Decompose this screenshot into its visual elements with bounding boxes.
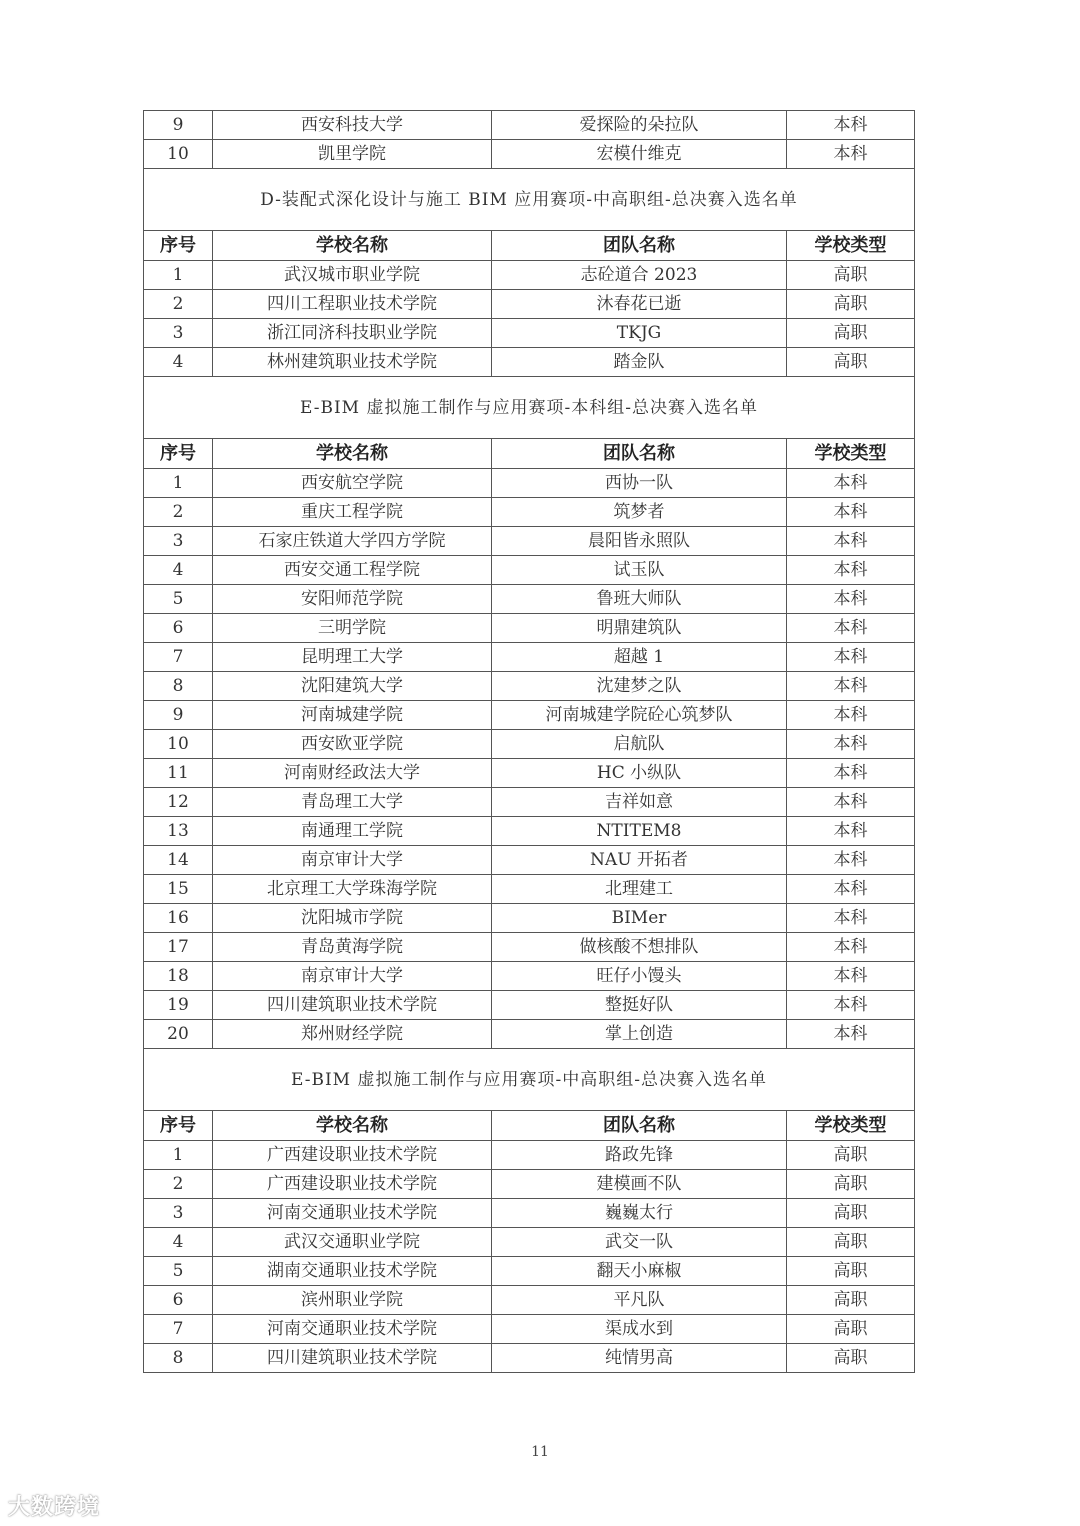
cell-index: 4 (144, 348, 213, 377)
section-title: D-装配式深化设计与施工 BIM 应用赛项-中高职组-总决赛入选名单 (144, 169, 915, 231)
section-title-row (144, 377, 915, 439)
cell-index: 14 (144, 846, 213, 875)
cell-school-name: 西安航空学院 (213, 469, 492, 498)
cell-team-name: NAU 开拓者 (492, 846, 787, 875)
table-row (144, 1286, 915, 1315)
column-header: 学校名称 (213, 439, 492, 469)
cell-school-name: 三明学院 (213, 614, 492, 643)
table-row (144, 817, 915, 846)
cell-team-name: 做核酸不想排队 (492, 933, 787, 962)
cell-school-name: 郑州财经学院 (213, 1020, 492, 1049)
table-row (144, 1315, 915, 1344)
cell-school-type: 本科 (787, 111, 915, 140)
cell-school-name: 林州建筑职业技术学院 (213, 348, 492, 377)
table-row (144, 140, 915, 169)
table-row (144, 1170, 915, 1199)
cell-school-name: 青岛黄海学院 (213, 933, 492, 962)
cell-school-type: 高职 (787, 290, 915, 319)
table-row (144, 962, 915, 991)
cell-index: 13 (144, 817, 213, 846)
cell-school-name: 河南财经政法大学 (213, 759, 492, 788)
cell-school-type: 高职 (787, 1344, 915, 1373)
column-header: 学校名称 (213, 231, 492, 261)
cell-index: 2 (144, 498, 213, 527)
cell-index: 10 (144, 140, 213, 169)
column-header: 序号 (144, 1111, 213, 1141)
table-row (144, 759, 915, 788)
cell-index: 7 (144, 1315, 213, 1344)
cell-school-type: 本科 (787, 701, 915, 730)
section-title-row (144, 169, 915, 231)
cell-team-name: 启航队 (492, 730, 787, 759)
cell-school-type: 本科 (787, 846, 915, 875)
cell-index: 9 (144, 701, 213, 730)
cell-school-type: 本科 (787, 614, 915, 643)
table-row (144, 469, 915, 498)
table-row (144, 643, 915, 672)
cell-school-name: 凯里学院 (213, 140, 492, 169)
cell-school-name: 河南城建学院 (213, 701, 492, 730)
cell-index: 3 (144, 1199, 213, 1228)
cell-school-name: 四川工程职业技术学院 (213, 290, 492, 319)
cell-school-type: 本科 (787, 556, 915, 585)
cell-index: 4 (144, 556, 213, 585)
cell-team-name: 建模画不队 (492, 1170, 787, 1199)
table-row (144, 730, 915, 759)
table-row (144, 1228, 915, 1257)
cell-index: 1 (144, 469, 213, 498)
cell-school-type: 本科 (787, 904, 915, 933)
column-header: 序号 (144, 439, 213, 469)
cell-team-name: 路政先锋 (492, 1141, 787, 1170)
cell-school-name: 河南交通职业技术学院 (213, 1199, 492, 1228)
section-title-row (144, 1049, 915, 1111)
cell-team-name: 踏金队 (492, 348, 787, 377)
cell-team-name: 渠成水到 (492, 1315, 787, 1344)
table-header-row (144, 1111, 915, 1141)
section-title: E-BIM 虚拟施工制作与应用赛项-中高职组-总决赛入选名单 (144, 1049, 915, 1111)
table-row (144, 111, 915, 140)
table-row (144, 498, 915, 527)
cell-school-name: 南京审计大学 (213, 962, 492, 991)
cell-team-name: 旺仔小馒头 (492, 962, 787, 991)
cell-index: 11 (144, 759, 213, 788)
cell-team-name: 纯情男高 (492, 1344, 787, 1373)
cell-index: 3 (144, 319, 213, 348)
cell-school-name: 西安欧亚学院 (213, 730, 492, 759)
cell-school-name: 昆明理工大学 (213, 643, 492, 672)
page-number: 11 (531, 1444, 549, 1460)
cell-school-type: 高职 (787, 1170, 915, 1199)
cell-index: 10 (144, 730, 213, 759)
cell-school-name: 北京理工大学珠海学院 (213, 875, 492, 904)
column-header: 序号 (144, 231, 213, 261)
table-row (144, 261, 915, 290)
results-table (143, 110, 915, 1373)
cell-school-name: 广西建设职业技术学院 (213, 1170, 492, 1199)
table-row (144, 701, 915, 730)
table-row (144, 585, 915, 614)
cell-index: 3 (144, 527, 213, 556)
cell-index: 19 (144, 991, 213, 1020)
table-row (144, 614, 915, 643)
cell-index: 12 (144, 788, 213, 817)
cell-school-type: 本科 (787, 672, 915, 701)
cell-team-name: 河南城建学院砼心筑梦队 (492, 701, 787, 730)
table-row (144, 1344, 915, 1373)
cell-team-name: TKJG (492, 319, 787, 348)
column-header: 学校类型 (787, 439, 915, 469)
cell-team-name: 沐春花已逝 (492, 290, 787, 319)
cell-school-type: 高职 (787, 1315, 915, 1344)
cell-index: 20 (144, 1020, 213, 1049)
cell-team-name: 武交一队 (492, 1228, 787, 1257)
cell-index: 16 (144, 904, 213, 933)
cell-school-type: 高职 (787, 1286, 915, 1315)
table-row (144, 1141, 915, 1170)
table-header-row (144, 231, 915, 261)
table-row (144, 319, 915, 348)
table-row (144, 527, 915, 556)
cell-team-name: HC 小纵队 (492, 759, 787, 788)
cell-index: 5 (144, 585, 213, 614)
cell-school-name: 沈阳城市学院 (213, 904, 492, 933)
cell-team-name: 吉祥如意 (492, 788, 787, 817)
cell-index: 15 (144, 875, 213, 904)
cell-team-name: BIMer (492, 904, 787, 933)
results-table-body (144, 111, 915, 1373)
cell-team-name: 爱探险的朵拉队 (492, 111, 787, 140)
cell-team-name: 鲁班大师队 (492, 585, 787, 614)
cell-team-name: 宏模什维克 (492, 140, 787, 169)
column-header: 团队名称 (492, 231, 787, 261)
cell-school-name: 武汉城市职业学院 (213, 261, 492, 290)
cell-school-name: 西安科技大学 (213, 111, 492, 140)
table-row (144, 904, 915, 933)
cell-school-type: 本科 (787, 875, 915, 904)
column-header: 学校类型 (787, 1111, 915, 1141)
cell-index: 9 (144, 111, 213, 140)
cell-team-name: 试玉队 (492, 556, 787, 585)
cell-school-type: 本科 (787, 498, 915, 527)
cell-index: 17 (144, 933, 213, 962)
cell-school-name: 南通理工学院 (213, 817, 492, 846)
cell-school-type: 本科 (787, 759, 915, 788)
table-row (144, 1020, 915, 1049)
cell-school-name: 武汉交通职业学院 (213, 1228, 492, 1257)
column-header: 学校类型 (787, 231, 915, 261)
table-row (144, 1257, 915, 1286)
table-row (144, 1199, 915, 1228)
cell-school-type: 高职 (787, 1257, 915, 1286)
cell-school-type: 本科 (787, 730, 915, 759)
cell-team-name: 晨阳皆永照队 (492, 527, 787, 556)
column-header: 团队名称 (492, 439, 787, 469)
cell-school-name: 四川建筑职业技术学院 (213, 991, 492, 1020)
cell-school-type: 本科 (787, 527, 915, 556)
cell-school-name: 广西建设职业技术学院 (213, 1141, 492, 1170)
cell-school-type: 本科 (787, 788, 915, 817)
cell-school-type: 本科 (787, 140, 915, 169)
table-row (144, 348, 915, 377)
cell-school-type: 高职 (787, 319, 915, 348)
table-row (144, 672, 915, 701)
cell-team-name: 西协一队 (492, 469, 787, 498)
cell-school-name: 西安交通工程学院 (213, 556, 492, 585)
cell-school-name: 四川建筑职业技术学院 (213, 1344, 492, 1373)
cell-team-name: NTITEM8 (492, 817, 787, 846)
cell-index: 6 (144, 614, 213, 643)
cell-school-type: 本科 (787, 817, 915, 846)
cell-school-name: 河南交通职业技术学院 (213, 1315, 492, 1344)
cell-school-type: 高职 (787, 261, 915, 290)
cell-team-name: 平凡队 (492, 1286, 787, 1315)
cell-school-name: 沈阳建筑大学 (213, 672, 492, 701)
table-row (144, 290, 915, 319)
cell-school-name: 南京审计大学 (213, 846, 492, 875)
cell-index: 8 (144, 672, 213, 701)
cell-school-name: 青岛理工大学 (213, 788, 492, 817)
cell-school-name: 安阳师范学院 (213, 585, 492, 614)
cell-team-name: 掌上创造 (492, 1020, 787, 1049)
cell-school-name: 浙江同济科技职业学院 (213, 319, 492, 348)
cell-index: 6 (144, 1286, 213, 1315)
cell-school-type: 本科 (787, 469, 915, 498)
cell-team-name: 筑梦者 (492, 498, 787, 527)
cell-team-name: 明鼎建筑队 (492, 614, 787, 643)
cell-team-name: 志砼道合 2023 (492, 261, 787, 290)
cell-school-type: 高职 (787, 1199, 915, 1228)
cell-index: 5 (144, 1257, 213, 1286)
table-row (144, 556, 915, 585)
cell-school-name: 石家庄铁道大学四方学院 (213, 527, 492, 556)
cell-index: 8 (144, 1344, 213, 1373)
cell-team-name: 整挺好队 (492, 991, 787, 1020)
cell-team-name: 北理建工 (492, 875, 787, 904)
cell-index: 2 (144, 1170, 213, 1199)
table-header-row (144, 439, 915, 469)
cell-team-name: 超越 1 (492, 643, 787, 672)
cell-school-type: 高职 (787, 348, 915, 377)
cell-index: 1 (144, 1141, 213, 1170)
cell-school-type: 本科 (787, 585, 915, 614)
section-title: E-BIM 虚拟施工制作与应用赛项-本科组-总决赛入选名单 (144, 377, 915, 439)
watermark-logo: 大数跨境 (8, 1495, 101, 1520)
cell-school-type: 高职 (787, 1228, 915, 1257)
table-row (144, 875, 915, 904)
column-header: 团队名称 (492, 1111, 787, 1141)
cell-index: 7 (144, 643, 213, 672)
table-row (144, 991, 915, 1020)
cell-team-name: 沈建梦之队 (492, 672, 787, 701)
cell-school-name: 重庆工程学院 (213, 498, 492, 527)
cell-school-name: 滨州职业学院 (213, 1286, 492, 1315)
cell-index: 18 (144, 962, 213, 991)
table-row (144, 933, 915, 962)
cell-school-type: 本科 (787, 643, 915, 672)
cell-team-name: 巍巍太行 (492, 1199, 787, 1228)
cell-school-type: 本科 (787, 962, 915, 991)
cell-school-type: 本科 (787, 991, 915, 1020)
cell-index: 2 (144, 290, 213, 319)
cell-school-type: 本科 (787, 933, 915, 962)
cell-index: 1 (144, 261, 213, 290)
cell-school-name: 湖南交通职业技术学院 (213, 1257, 492, 1286)
cell-index: 4 (144, 1228, 213, 1257)
column-header: 学校名称 (213, 1111, 492, 1141)
cell-team-name: 翻天小麻椒 (492, 1257, 787, 1286)
table-row (144, 846, 915, 875)
cell-school-type: 本科 (787, 1020, 915, 1049)
table-row (144, 788, 915, 817)
cell-school-type: 高职 (787, 1141, 915, 1170)
